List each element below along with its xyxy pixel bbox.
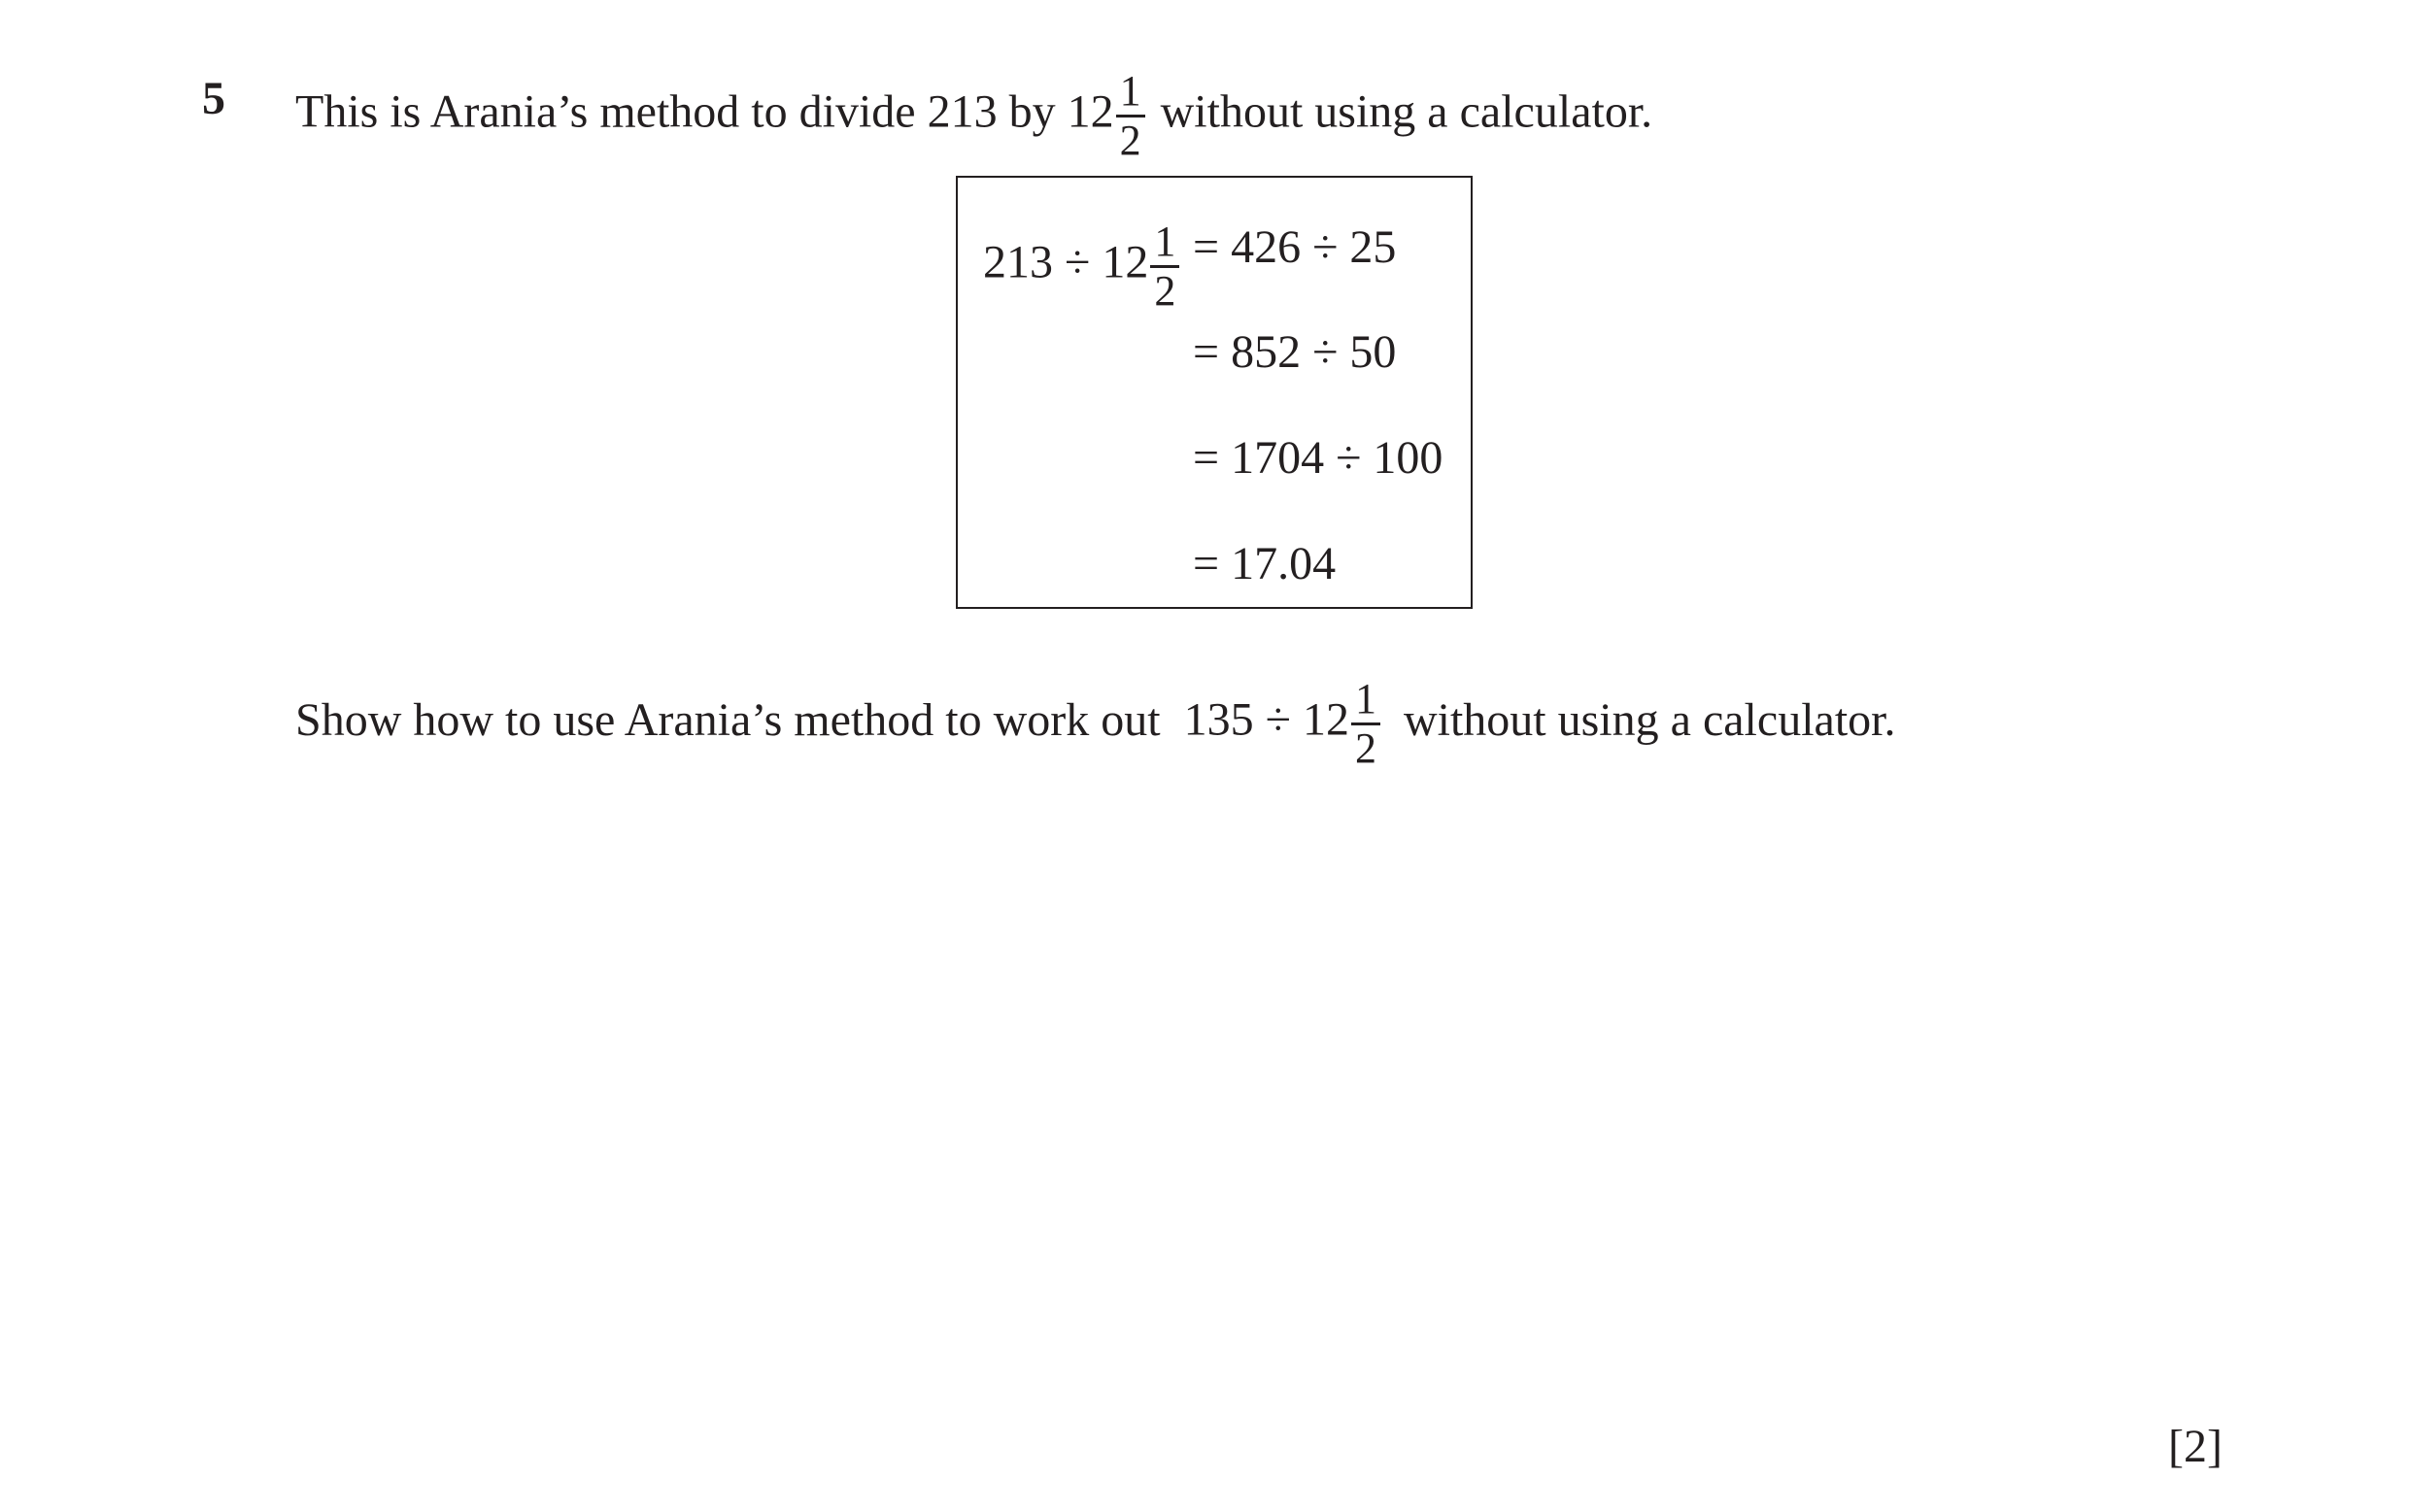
method-step-3: = 1704 ÷ 100 — [1193, 432, 1443, 484]
method-lhs — [983, 220, 1183, 313]
mixed-whole: 12 — [1067, 85, 1114, 138]
marks-label: [2] — [2168, 1421, 2223, 1472]
question-task — [295, 675, 1896, 772]
task-expression-text: 135 ÷ 12 — [1183, 693, 1349, 746]
task-expression — [1183, 675, 1384, 772]
method-fraction-numerator: 1 — [1150, 220, 1179, 268]
method-fraction — [1150, 220, 1179, 313]
mixed-number-intro — [1067, 67, 1149, 164]
method-step-2: = 852 ÷ 50 — [1193, 326, 1397, 378]
task-fraction — [1351, 675, 1380, 772]
fraction-numerator: 1 — [1116, 70, 1145, 118]
question-number: 5 — [202, 73, 225, 124]
question-intro — [295, 67, 1653, 164]
method-dividend: 213 — [983, 236, 1053, 288]
method-divide-sign: ÷ — [1065, 236, 1091, 288]
method-mixed-number — [1102, 220, 1183, 313]
intro-text-before: This is Arania’s method to divide 213 by — [295, 85, 1056, 138]
intro-text-after: without using a calculator. — [1160, 85, 1653, 138]
task-text-after: without using a calculator. — [1403, 693, 1896, 746]
method-fraction-denominator: 2 — [1154, 267, 1176, 315]
task-fraction-denominator: 2 — [1354, 724, 1376, 772]
fraction-denominator: 2 — [1119, 117, 1141, 164]
task-fraction-numerator: 1 — [1351, 678, 1380, 725]
method-box — [956, 176, 1473, 609]
fraction-intro — [1116, 67, 1145, 164]
task-text-before: Show how to use Arania’s method to work out — [295, 693, 1161, 746]
method-step-1: = 426 ÷ 25 — [1193, 221, 1397, 273]
method-step-4: = 17.04 — [1193, 538, 1337, 589]
method-mixed-whole: 12 — [1102, 236, 1149, 288]
